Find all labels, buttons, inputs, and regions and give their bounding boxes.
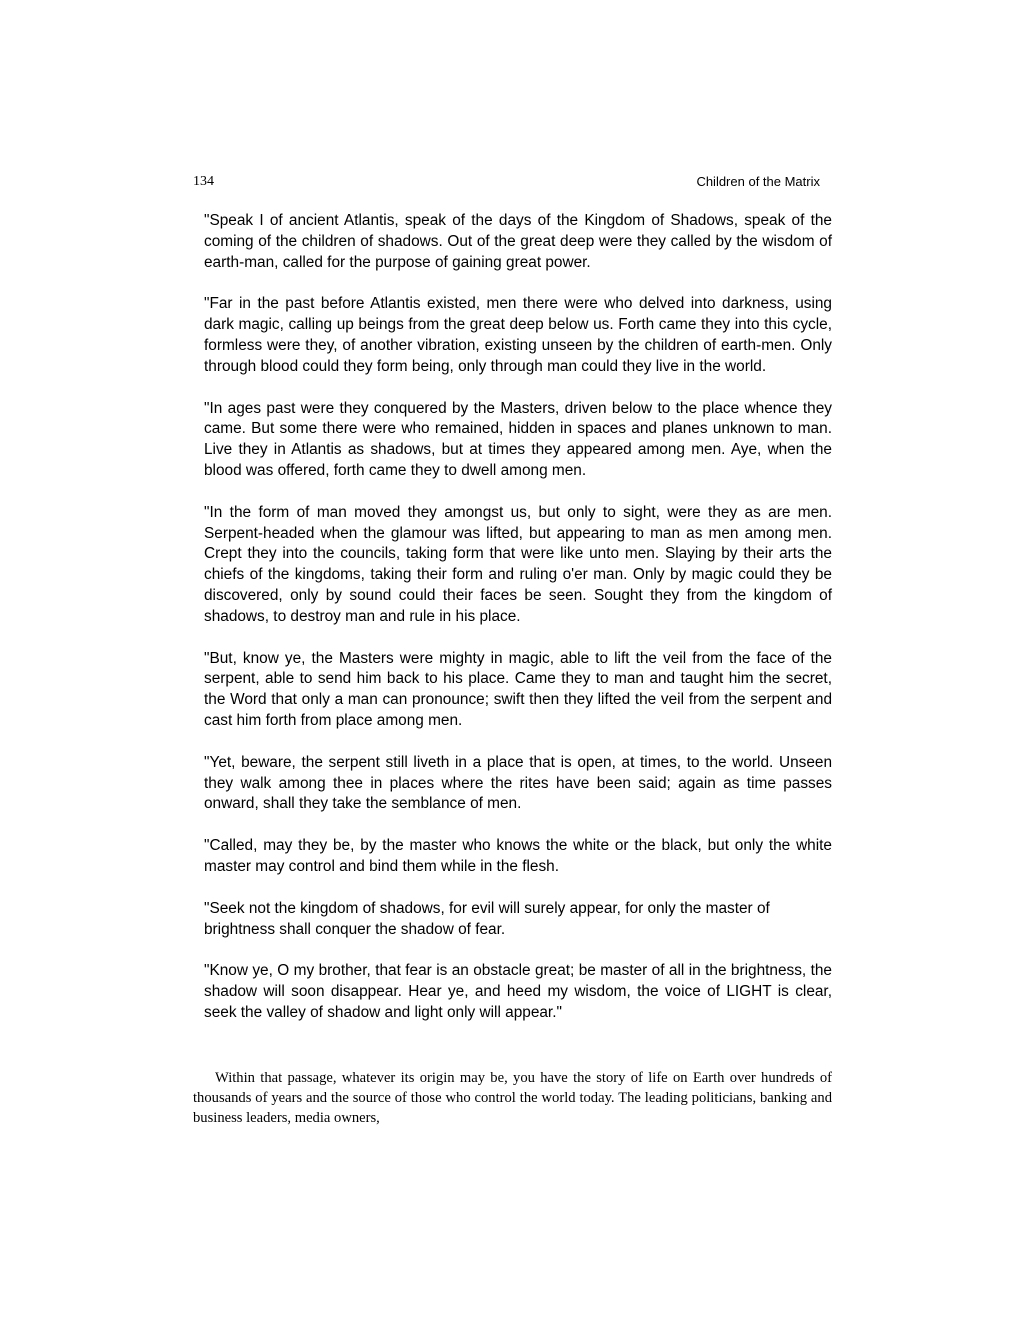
page-header: [193, 173, 820, 193]
quote-paragraph-3: "In ages past were they conquered by the Masters, driven below to the place whence they came. But some there were who remained, hidden in spaces and planes unknown to man. Live they in Atlantis as shadows, but at times they appeared among men. Aye, when the blood was offered, forth came they to dwell among men.: [204, 399, 832, 479]
running-title: Children of the Matrix: [696, 174, 820, 189]
quote-paragraph-8: "Seek not the kingdom of shadows, for evil will surely appear, for only the master of brightness shall conquer the shadow of fear.: [204, 899, 770, 938]
quote-paragraph-6: "Yet, beware, the serpent still liveth in a place that is open, at times, to the world. Unseen they walk among thee in places where the rites have been said; again as time passes onward, shall they take the semblance of men.: [204, 753, 832, 813]
page-number: 134: [193, 174, 214, 189]
quote-paragraph-7: "Called, may they be, by the master who knows the white or the black, but only the white master may control and bind them while in the flesh.: [204, 837, 832, 875]
quote-paragraph-5: "But, know ye, the Masters were mighty in magic, able to lift the veil from the face of the serpent, able to send him back to his place. Came they to man and taught him the secret, the Word that only a man can pronounce; swift then they lifted the veil from the serpent and cast him forth from place among men.: [204, 649, 832, 729]
quoted-passage: [204, 211, 832, 1045]
body-paragraph: Within that passage, whatever its origin may be, you have the story of life on Earth over hundreds of thousands of years and the source of those who control the world today. The leading politicians, banking and business leaders, media owners,: [193, 1070, 832, 1126]
quote-paragraph-9: "Know ye, O my brother, that fear is an obstacle great; be master of all in the brightness, the shadow will soon disappear. Hear ye, and heed my wisdom, the voice of LIGHT is clear, seek the valley of shadow and light only will appear.": [204, 962, 832, 1021]
quote-paragraph-1: "Speak I of ancient Atlantis, speak of the days of the Kingdom of Shadows, speak of the coming of the children of shadows. Out of the great deep were they called by the wisdom of earth-man, called for the purpose of gaining great power.: [204, 212, 832, 271]
quote-paragraph-2: "Far in the past before Atlantis existed, men there were who delved into darkness, using dark magic, calling up beings from the great deep below us. Forth came they into this cycle, formless were they, of another vibration, existing unseen by the children of earth-men. Only through blood could they form being, only through man could they live in the world.: [204, 295, 832, 375]
quote-paragraph-4: "In the form of man moved they amongst us, but only to sight, were they as are men. Serpent-headed when the glamour was lifted, but appearing to man as men among men. Crept they into the councils, taking form that were like unto men. Slaying by their arts the chiefs of the kingdoms, taking their form and ruling o'er man. Only by magic could they be discovered, only by sound could their faces be seen. Sought they from the kingdom of shadows, to destroy man and rule in his place.: [204, 503, 832, 625]
